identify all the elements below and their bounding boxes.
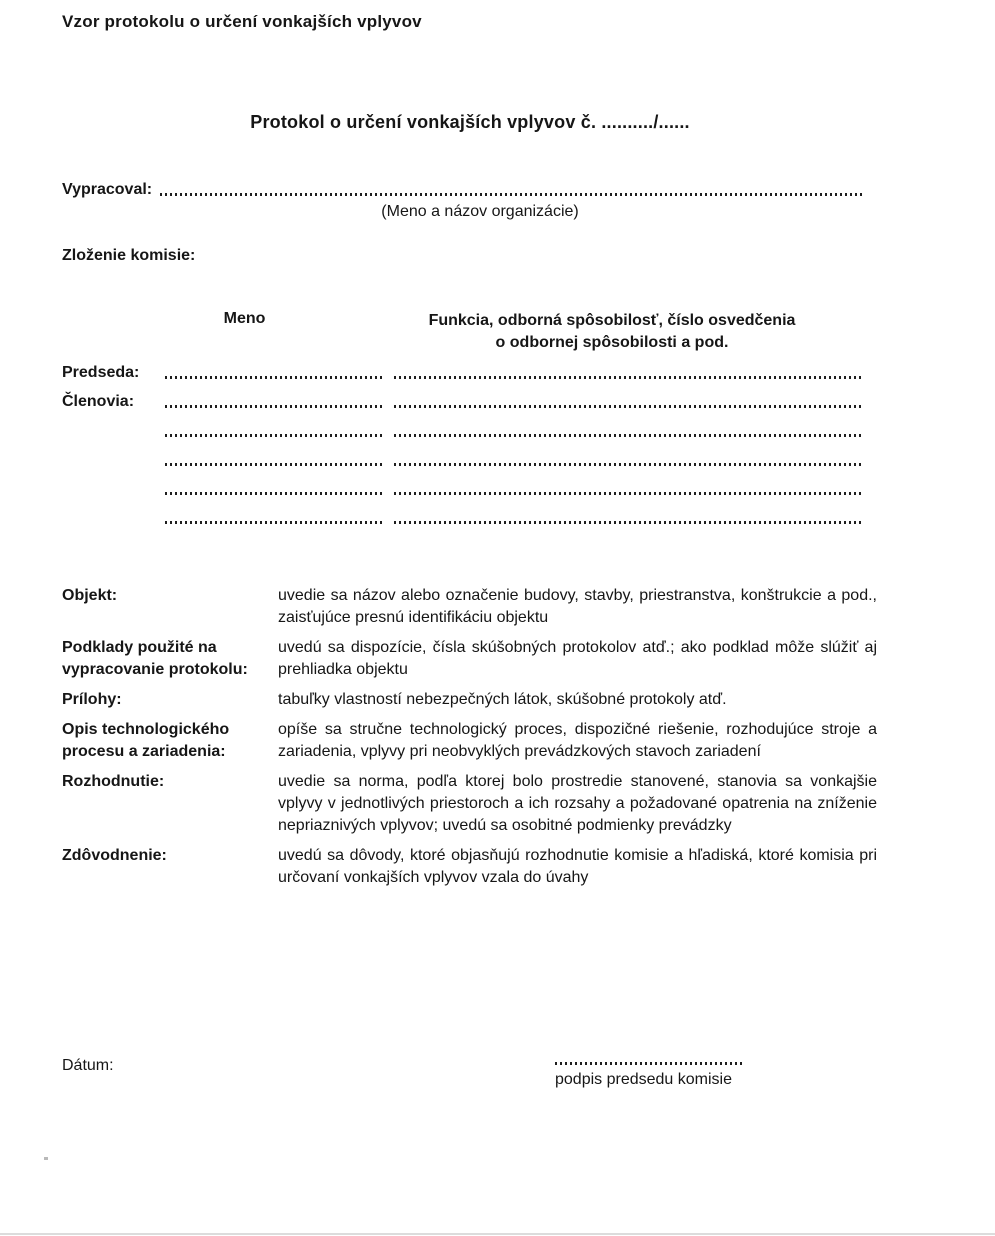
signature-block [555, 1062, 747, 1089]
name-fill-line [165, 463, 383, 466]
column-header-function [392, 310, 832, 354]
column-header-function-line1: Funkcia, odborná spôsobilosť, číslo osvedčenia [428, 312, 796, 329]
column-header-name: Meno [223, 310, 266, 327]
section-label-line1: Podklady použité na [62, 639, 217, 656]
table-row [62, 440, 863, 469]
section-label-line1: Rozhodnutie: [62, 773, 165, 790]
section-text: uvedie sa norma, podľa ktorej bolo prostredie stanovené, stanovia sa vonkajšie vplyvy v jednotlivých priestoroch a ich rozsahy a požadované opatrenia na zníženie nepriaznivých vplyvov; uvedú sa osobitné podmienky prevádzky [278, 773, 877, 834]
name-fill-line [165, 405, 383, 408]
section-label [62, 719, 278, 763]
commission-heading: Zloženie komisie: [62, 247, 196, 264]
prepared-by-label: Vypracoval: [62, 181, 153, 198]
function-fill-line [394, 405, 863, 408]
function-fill-line [394, 521, 863, 524]
function-fill-line [394, 463, 863, 466]
section-text: uvedú sa dôvody, ktoré objasňujú rozhodnutie komisie a hľadiská, ktoré komisia pri určovaní vonkajších vplyvov vzala do úvahy [278, 847, 877, 886]
section-prilohy [62, 689, 877, 711]
function-fill-line [394, 434, 863, 437]
name-fill-line [165, 434, 383, 437]
section-text: uvedie sa názov alebo označenie budovy, stavby, priestranstva, konštrukcie a pod., zaisťujúce presnú identifikáciu objektu [278, 587, 877, 626]
signature-fill-line [555, 1062, 745, 1065]
prepared-by-hint: (Meno a názov organizácie) [381, 203, 579, 220]
name-fill-line [165, 521, 383, 524]
section-label-line1: Zdôvodnenie: [62, 847, 167, 864]
column-header-function-line2: o odbornej spôsobilosti a pod. [495, 334, 729, 351]
page-title: Vzor protokolu o určení vonkajších vplyvov [62, 12, 422, 31]
row-label: Členovia: [62, 393, 135, 410]
section-label-line2: procesu a zariadenia: [62, 743, 226, 760]
section-podklady [62, 637, 877, 681]
table-row [62, 411, 863, 440]
name-fill-line [165, 492, 383, 495]
section-text: tabuľky vlastností nebezpečných látok, skúšobné protokoly atď. [278, 691, 727, 708]
table-row [62, 469, 863, 498]
section-objekt [62, 585, 877, 629]
function-fill-line [394, 376, 863, 379]
section-opis [62, 719, 877, 763]
section-text: opíše sa stručne technologický proces, dispozičné riešenie, rozhodujúce stroje a zariadenia, vplyvy pri neobvyklých prevádzkových stavoch zariadení [278, 721, 877, 760]
section-text: uvedú sa dispozície, čísla skúšobných protokolov atď.; ako podklad môže slúžiť aj prehliadka objektu [278, 639, 877, 678]
section-label-line2: vypracovanie protokolu: [62, 661, 248, 678]
function-fill-line [394, 492, 863, 495]
prepared-by-row [62, 181, 862, 199]
date-label: Dátum: [62, 1057, 114, 1074]
section-label [62, 845, 278, 889]
section-zdovodnenie [62, 845, 877, 889]
page-bottom-edge [0, 1233, 995, 1235]
definition-sections [62, 585, 877, 897]
section-label [62, 585, 278, 629]
prepared-by-fill-line [160, 193, 862, 196]
table-row-chairman [62, 353, 863, 382]
section-label [62, 771, 278, 837]
scan-artifact [44, 1157, 48, 1160]
section-label [62, 637, 278, 681]
signature-caption: podpis predsedu komisie [555, 1071, 732, 1088]
section-label-line1: Objekt: [62, 587, 118, 604]
table-row [62, 498, 863, 527]
commission-table [62, 353, 863, 527]
name-fill-line [165, 376, 383, 379]
table-row-members [62, 382, 863, 411]
section-label [62, 689, 278, 711]
row-label: Predseda: [62, 364, 140, 381]
protocol-heading: Protokol o určení vonkajších vplyvov č. ........../...... [250, 112, 690, 132]
section-label-line1: Prílohy: [62, 691, 122, 708]
section-label-line1: Opis technologického [62, 721, 230, 738]
section-rozhodnutie [62, 771, 877, 837]
